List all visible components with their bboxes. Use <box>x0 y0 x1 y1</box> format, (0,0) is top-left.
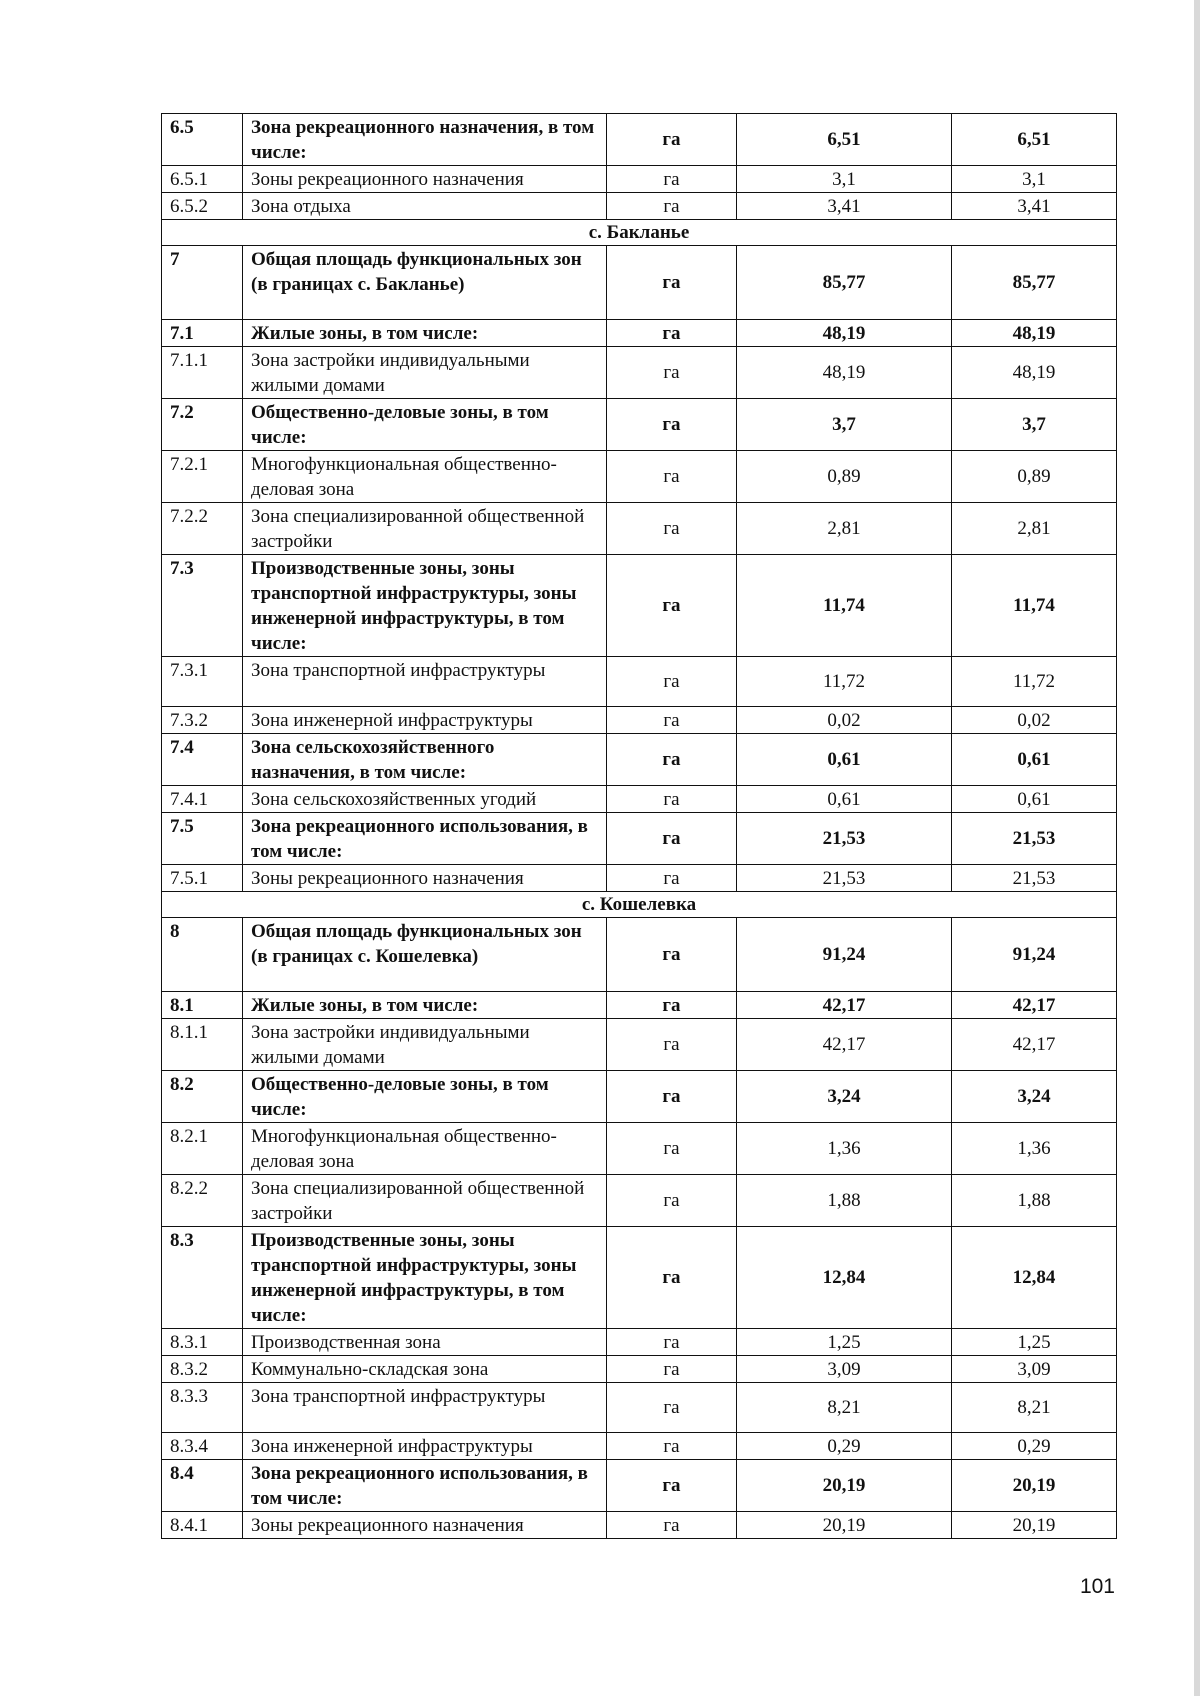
value-cell-2: 6,51 <box>952 114 1117 166</box>
value-cell-2: 48,19 <box>952 320 1117 347</box>
value-cell-2: 11,74 <box>952 555 1117 657</box>
table-row <box>162 1019 1117 1071</box>
zone-name-cell: Зона рекреационного назначения, в том числе: <box>243 114 607 166</box>
value-cell-2: 11,72 <box>952 657 1117 707</box>
value-cell-1: 0,89 <box>737 451 952 503</box>
zones-table-body <box>162 114 1117 1539</box>
value-cell-2: 0,89 <box>952 451 1117 503</box>
row-number-cell: 7.5.1 <box>162 865 243 892</box>
table-row <box>162 451 1117 503</box>
zone-name-cell: Зона инженерной инфраструктуры <box>243 1433 607 1460</box>
value-cell-2: 42,17 <box>952 992 1117 1019</box>
row-number-cell: 8 <box>162 918 243 992</box>
row-number-cell: 8.4.1 <box>162 1512 243 1539</box>
zone-name-cell: Зоны рекреационного назначения <box>243 166 607 193</box>
value-cell-2: 3,1 <box>952 166 1117 193</box>
table-row <box>162 1175 1117 1227</box>
unit-cell: га <box>607 786 737 813</box>
unit-cell: га <box>607 193 737 220</box>
value-cell-1: 6,51 <box>737 114 952 166</box>
row-number-cell: 7.3 <box>162 555 243 657</box>
table-row <box>162 1071 1117 1123</box>
value-cell-1: 3,24 <box>737 1071 952 1123</box>
value-cell-2: 0,61 <box>952 786 1117 813</box>
page-edge-shadow <box>1194 0 1200 1696</box>
unit-cell: га <box>607 918 737 992</box>
value-cell-2: 20,19 <box>952 1460 1117 1512</box>
value-cell-1: 1,36 <box>737 1123 952 1175</box>
value-cell-1: 20,19 <box>737 1512 952 1539</box>
unit-cell: га <box>607 1123 737 1175</box>
row-number-cell: 8.3 <box>162 1227 243 1329</box>
value-cell-2: 21,53 <box>952 865 1117 892</box>
value-cell-2: 2,81 <box>952 503 1117 555</box>
unit-cell: га <box>607 707 737 734</box>
zone-name-cell: Зона застройки индивидуальными жилыми домами <box>243 347 607 399</box>
unit-cell: га <box>607 992 737 1019</box>
value-cell-1: 1,25 <box>737 1329 952 1356</box>
unit-cell: га <box>607 813 737 865</box>
value-cell-2: 3,09 <box>952 1356 1117 1383</box>
value-cell-2: 42,17 <box>952 1019 1117 1071</box>
value-cell-1: 0,61 <box>737 786 952 813</box>
value-cell-1: 11,74 <box>737 555 952 657</box>
value-cell-1: 20,19 <box>737 1460 952 1512</box>
table-row <box>162 1460 1117 1512</box>
value-cell-2: 91,24 <box>952 918 1117 992</box>
zone-name-cell: Общественно-деловые зоны, в том числе: <box>243 1071 607 1123</box>
value-cell-1: 42,17 <box>737 1019 952 1071</box>
unit-cell: га <box>607 1071 737 1123</box>
value-cell-2: 8,21 <box>952 1383 1117 1433</box>
value-cell-1: 0,61 <box>737 734 952 786</box>
zone-name-cell: Зоны рекреационного назначения <box>243 1512 607 1539</box>
zone-name-cell: Зона транспортной инфраструктуры <box>243 1383 607 1433</box>
zone-name-cell: Зона инженерной инфраструктуры <box>243 707 607 734</box>
value-cell-1: 48,19 <box>737 320 952 347</box>
zone-name-cell: Зона сельскохозяйственного назначения, в том числе: <box>243 734 607 786</box>
unit-cell: га <box>607 399 737 451</box>
unit-cell: га <box>607 1227 737 1329</box>
table-row <box>162 707 1117 734</box>
value-cell-1: 11,72 <box>737 657 952 707</box>
value-cell-2: 48,19 <box>952 347 1117 399</box>
table-row <box>162 114 1117 166</box>
unit-cell: га <box>607 503 737 555</box>
row-number-cell: 6.5 <box>162 114 243 166</box>
row-number-cell: 7.3.2 <box>162 707 243 734</box>
row-number-cell: 7.1.1 <box>162 347 243 399</box>
zone-name-cell: Производственные зоны, зоны транспортной инфраструктуры, зоны инженерной инфраструктуры, в том числе: <box>243 555 607 657</box>
section-header-row <box>162 220 1117 246</box>
table-row <box>162 1123 1117 1175</box>
unit-cell: га <box>607 320 737 347</box>
unit-cell: га <box>607 865 737 892</box>
unit-cell: га <box>607 166 737 193</box>
row-number-cell: 8.3.1 <box>162 1329 243 1356</box>
value-cell-1: 0,29 <box>737 1433 952 1460</box>
section-title: с. Бакланье <box>162 220 1117 246</box>
value-cell-2: 1,36 <box>952 1123 1117 1175</box>
table-row <box>162 399 1117 451</box>
zone-name-cell: Зона рекреационного использования, в том числе: <box>243 1460 607 1512</box>
value-cell-1: 3,09 <box>737 1356 952 1383</box>
unit-cell: га <box>607 657 737 707</box>
value-cell-1: 3,41 <box>737 193 952 220</box>
unit-cell: га <box>607 1175 737 1227</box>
row-number-cell: 7.5 <box>162 813 243 865</box>
value-cell-1: 21,53 <box>737 813 952 865</box>
table-row <box>162 1356 1117 1383</box>
zone-name-cell: Многофункциональная общественно-деловая зона <box>243 1123 607 1175</box>
table-row <box>162 166 1117 193</box>
row-number-cell: 8.3.3 <box>162 1383 243 1433</box>
row-number-cell: 7.2 <box>162 399 243 451</box>
table-row <box>162 320 1117 347</box>
unit-cell: га <box>607 1460 737 1512</box>
value-cell-2: 0,02 <box>952 707 1117 734</box>
zone-name-cell: Зона рекреационного использования, в том числе: <box>243 813 607 865</box>
value-cell-1: 3,7 <box>737 399 952 451</box>
table-row <box>162 786 1117 813</box>
unit-cell: га <box>607 555 737 657</box>
unit-cell: га <box>607 114 737 166</box>
value-cell-2: 3,41 <box>952 193 1117 220</box>
value-cell-2: 20,19 <box>952 1512 1117 1539</box>
value-cell-1: 85,77 <box>737 246 952 320</box>
row-number-cell: 8.4 <box>162 1460 243 1512</box>
value-cell-1: 48,19 <box>737 347 952 399</box>
value-cell-2: 1,88 <box>952 1175 1117 1227</box>
table-row <box>162 555 1117 657</box>
section-header-row <box>162 892 1117 918</box>
value-cell-2: 21,53 <box>952 813 1117 865</box>
table-row <box>162 918 1117 992</box>
table-row <box>162 992 1117 1019</box>
value-cell-2: 1,25 <box>952 1329 1117 1356</box>
row-number-cell: 7 <box>162 246 243 320</box>
row-number-cell: 8.2 <box>162 1071 243 1123</box>
unit-cell: га <box>607 1433 737 1460</box>
row-number-cell: 8.2.2 <box>162 1175 243 1227</box>
unit-cell: га <box>607 1329 737 1356</box>
table-row <box>162 246 1117 320</box>
table-row <box>162 1433 1117 1460</box>
unit-cell: га <box>607 1019 737 1071</box>
table-row <box>162 734 1117 786</box>
row-number-cell: 7.2.2 <box>162 503 243 555</box>
row-number-cell: 7.2.1 <box>162 451 243 503</box>
value-cell-1: 91,24 <box>737 918 952 992</box>
zone-name-cell: Производственная зона <box>243 1329 607 1356</box>
row-number-cell: 7.4 <box>162 734 243 786</box>
table-row <box>162 1227 1117 1329</box>
document-page <box>161 113 1116 1539</box>
table-row <box>162 1512 1117 1539</box>
zone-name-cell: Зоны рекреационного назначения <box>243 865 607 892</box>
value-cell-1: 0,02 <box>737 707 952 734</box>
table-row <box>162 1383 1117 1433</box>
value-cell-1: 42,17 <box>737 992 952 1019</box>
unit-cell: га <box>607 246 737 320</box>
row-number-cell: 8.1.1 <box>162 1019 243 1071</box>
table-row <box>162 657 1117 707</box>
value-cell-1: 2,81 <box>737 503 952 555</box>
zone-name-cell: Зона отдыха <box>243 193 607 220</box>
table-row <box>162 347 1117 399</box>
zone-name-cell: Коммунально-складская зона <box>243 1356 607 1383</box>
value-cell-1: 1,88 <box>737 1175 952 1227</box>
zone-name-cell: Зона застройки индивидуальными жилыми домами <box>243 1019 607 1071</box>
value-cell-1: 8,21 <box>737 1383 952 1433</box>
value-cell-2: 3,24 <box>952 1071 1117 1123</box>
unit-cell: га <box>607 451 737 503</box>
table-row <box>162 865 1117 892</box>
section-title: с. Кошелевка <box>162 892 1117 918</box>
row-number-cell: 7.4.1 <box>162 786 243 813</box>
zone-name-cell: Жилые зоны, в том числе: <box>243 992 607 1019</box>
value-cell-2: 12,84 <box>952 1227 1117 1329</box>
value-cell-1: 3,1 <box>737 166 952 193</box>
table-row <box>162 1329 1117 1356</box>
zone-name-cell: Жилые зоны, в том числе: <box>243 320 607 347</box>
table-row <box>162 813 1117 865</box>
row-number-cell: 6.5.2 <box>162 193 243 220</box>
zone-name-cell: Производственные зоны, зоны транспортной инфраструктуры, зоны инженерной инфраструктуры, в том числе: <box>243 1227 607 1329</box>
unit-cell: га <box>607 1512 737 1539</box>
value-cell-1: 21,53 <box>737 865 952 892</box>
table-row <box>162 193 1117 220</box>
zone-name-cell: Зона транспортной инфраструктуры <box>243 657 607 707</box>
row-number-cell: 6.5.1 <box>162 166 243 193</box>
unit-cell: га <box>607 734 737 786</box>
zone-name-cell: Зона сельскохозяйственных угодий <box>243 786 607 813</box>
zones-table <box>161 113 1117 1539</box>
zone-name-cell: Многофункциональная общественно-деловая зона <box>243 451 607 503</box>
unit-cell: га <box>607 347 737 399</box>
unit-cell: га <box>607 1383 737 1433</box>
zone-name-cell: Зона специализированной общественной застройки <box>243 1175 607 1227</box>
value-cell-2: 0,29 <box>952 1433 1117 1460</box>
value-cell-2: 85,77 <box>952 246 1117 320</box>
zone-name-cell: Зона специализированной общественной застройки <box>243 503 607 555</box>
row-number-cell: 7.3.1 <box>162 657 243 707</box>
row-number-cell: 8.3.2 <box>162 1356 243 1383</box>
page-number: 101 <box>1079 1575 1115 1598</box>
value-cell-2: 3,7 <box>952 399 1117 451</box>
zone-name-cell: Общая площадь функциональных зон (в границах с. Бакланье) <box>243 246 607 320</box>
row-number-cell: 8.3.4 <box>162 1433 243 1460</box>
value-cell-1: 12,84 <box>737 1227 952 1329</box>
row-number-cell: 8.2.1 <box>162 1123 243 1175</box>
value-cell-2: 0,61 <box>952 734 1117 786</box>
zone-name-cell: Общая площадь функциональных зон (в границах с. Кошелевка) <box>243 918 607 992</box>
row-number-cell: 8.1 <box>162 992 243 1019</box>
unit-cell: га <box>607 1356 737 1383</box>
row-number-cell: 7.1 <box>162 320 243 347</box>
table-row <box>162 503 1117 555</box>
zone-name-cell: Общественно-деловые зоны, в том числе: <box>243 399 607 451</box>
